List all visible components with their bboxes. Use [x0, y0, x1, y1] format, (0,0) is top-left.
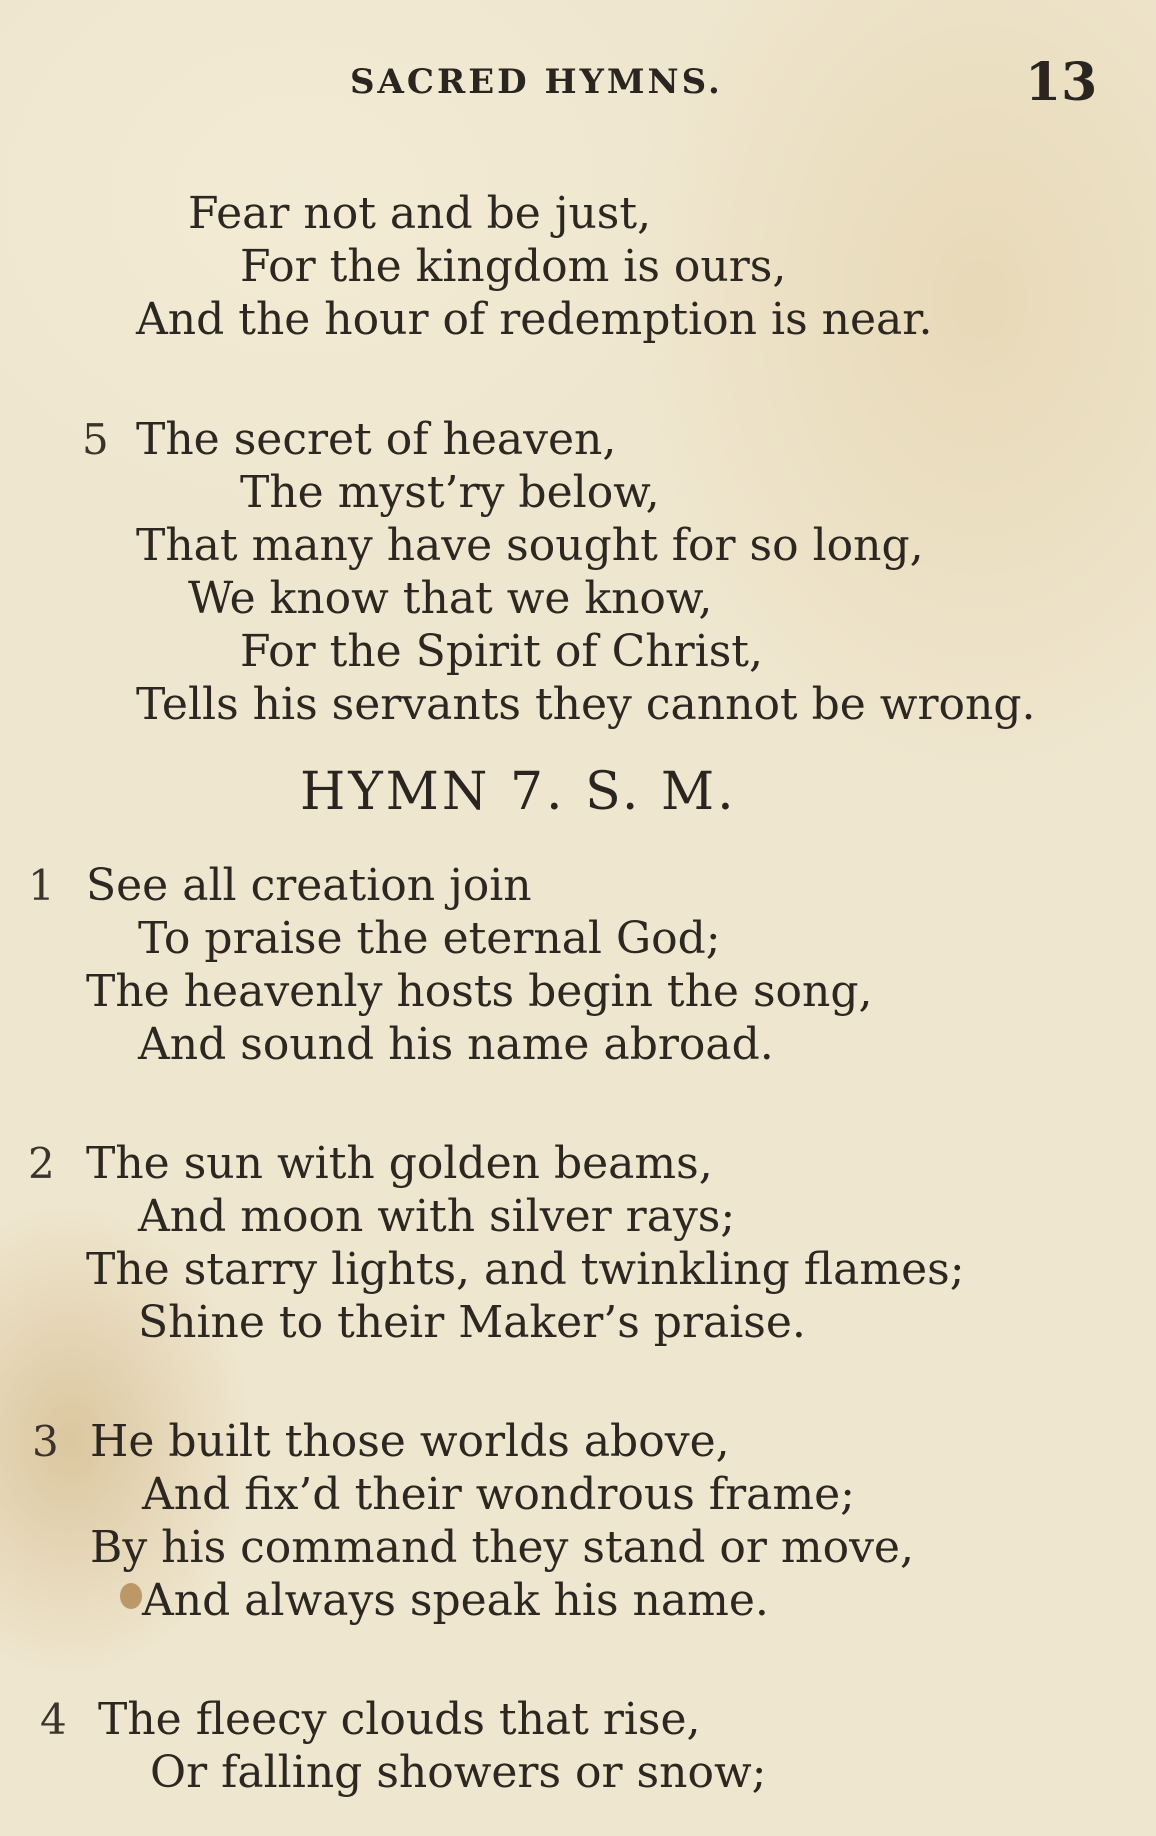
continuation-line-1: Fear not and be just, [188, 188, 652, 239]
running-title: SACRED HYMNS. [350, 62, 723, 102]
hymn-title: HYMN 7. S. M. [300, 762, 737, 822]
verse1-line-4: And sound his name abroad. [138, 1019, 774, 1070]
verse1-line-1: See all creation join [86, 860, 532, 911]
verse2-line-1: The sun with golden beams, [86, 1138, 713, 1189]
verse-number-4: 4 [40, 1695, 67, 1744]
verse2-line-2: And moon with silver rays; [138, 1191, 736, 1242]
verse5-line-5: For the Spirit of Christ, [240, 626, 763, 677]
verse2-line-3: The starry lights, and twinkling flames; [86, 1244, 965, 1295]
verse5-line-2: The myst’ry below, [240, 467, 660, 518]
verse4-line-1: The fleecy clouds that rise, [98, 1694, 701, 1745]
verse2-line-4: Shine to their Maker’s praise. [138, 1297, 806, 1348]
verse-number-3: 3 [32, 1417, 59, 1466]
verse1-line-2: To praise the eternal God; [138, 913, 721, 964]
verse4-line-2: Or falling showers or snow; [150, 1747, 767, 1798]
verse-number-1: 1 [28, 861, 55, 910]
verse-number-5: 5 [82, 415, 109, 464]
page-number: 13 [1025, 52, 1098, 113]
verse-number-2: 2 [28, 1139, 55, 1188]
verse1-line-3: The heavenly hosts begin the song, [86, 966, 873, 1017]
continuation-line-2: For the kingdom is ours, [240, 241, 787, 292]
continuation-line-3: And the hour of redemption is near. [136, 294, 933, 345]
verse5-line-4: We know that we know, [188, 573, 713, 624]
verse3-line-4: And always speak his name. [142, 1575, 769, 1626]
verse3-line-1: He built those worlds above, [90, 1416, 730, 1467]
verse5-line-1: The secret of heaven, [136, 414, 617, 465]
verse5-line-3: That many have sought for so long, [136, 520, 924, 571]
verse5-line-6: Tells his servants they cannot be wrong. [136, 679, 1036, 730]
verse3-line-2: And fix’d their wondrous frame; [142, 1469, 855, 1520]
ink-stain [120, 1583, 142, 1609]
verse3-line-3: By his command they stand or move, [90, 1522, 914, 1573]
